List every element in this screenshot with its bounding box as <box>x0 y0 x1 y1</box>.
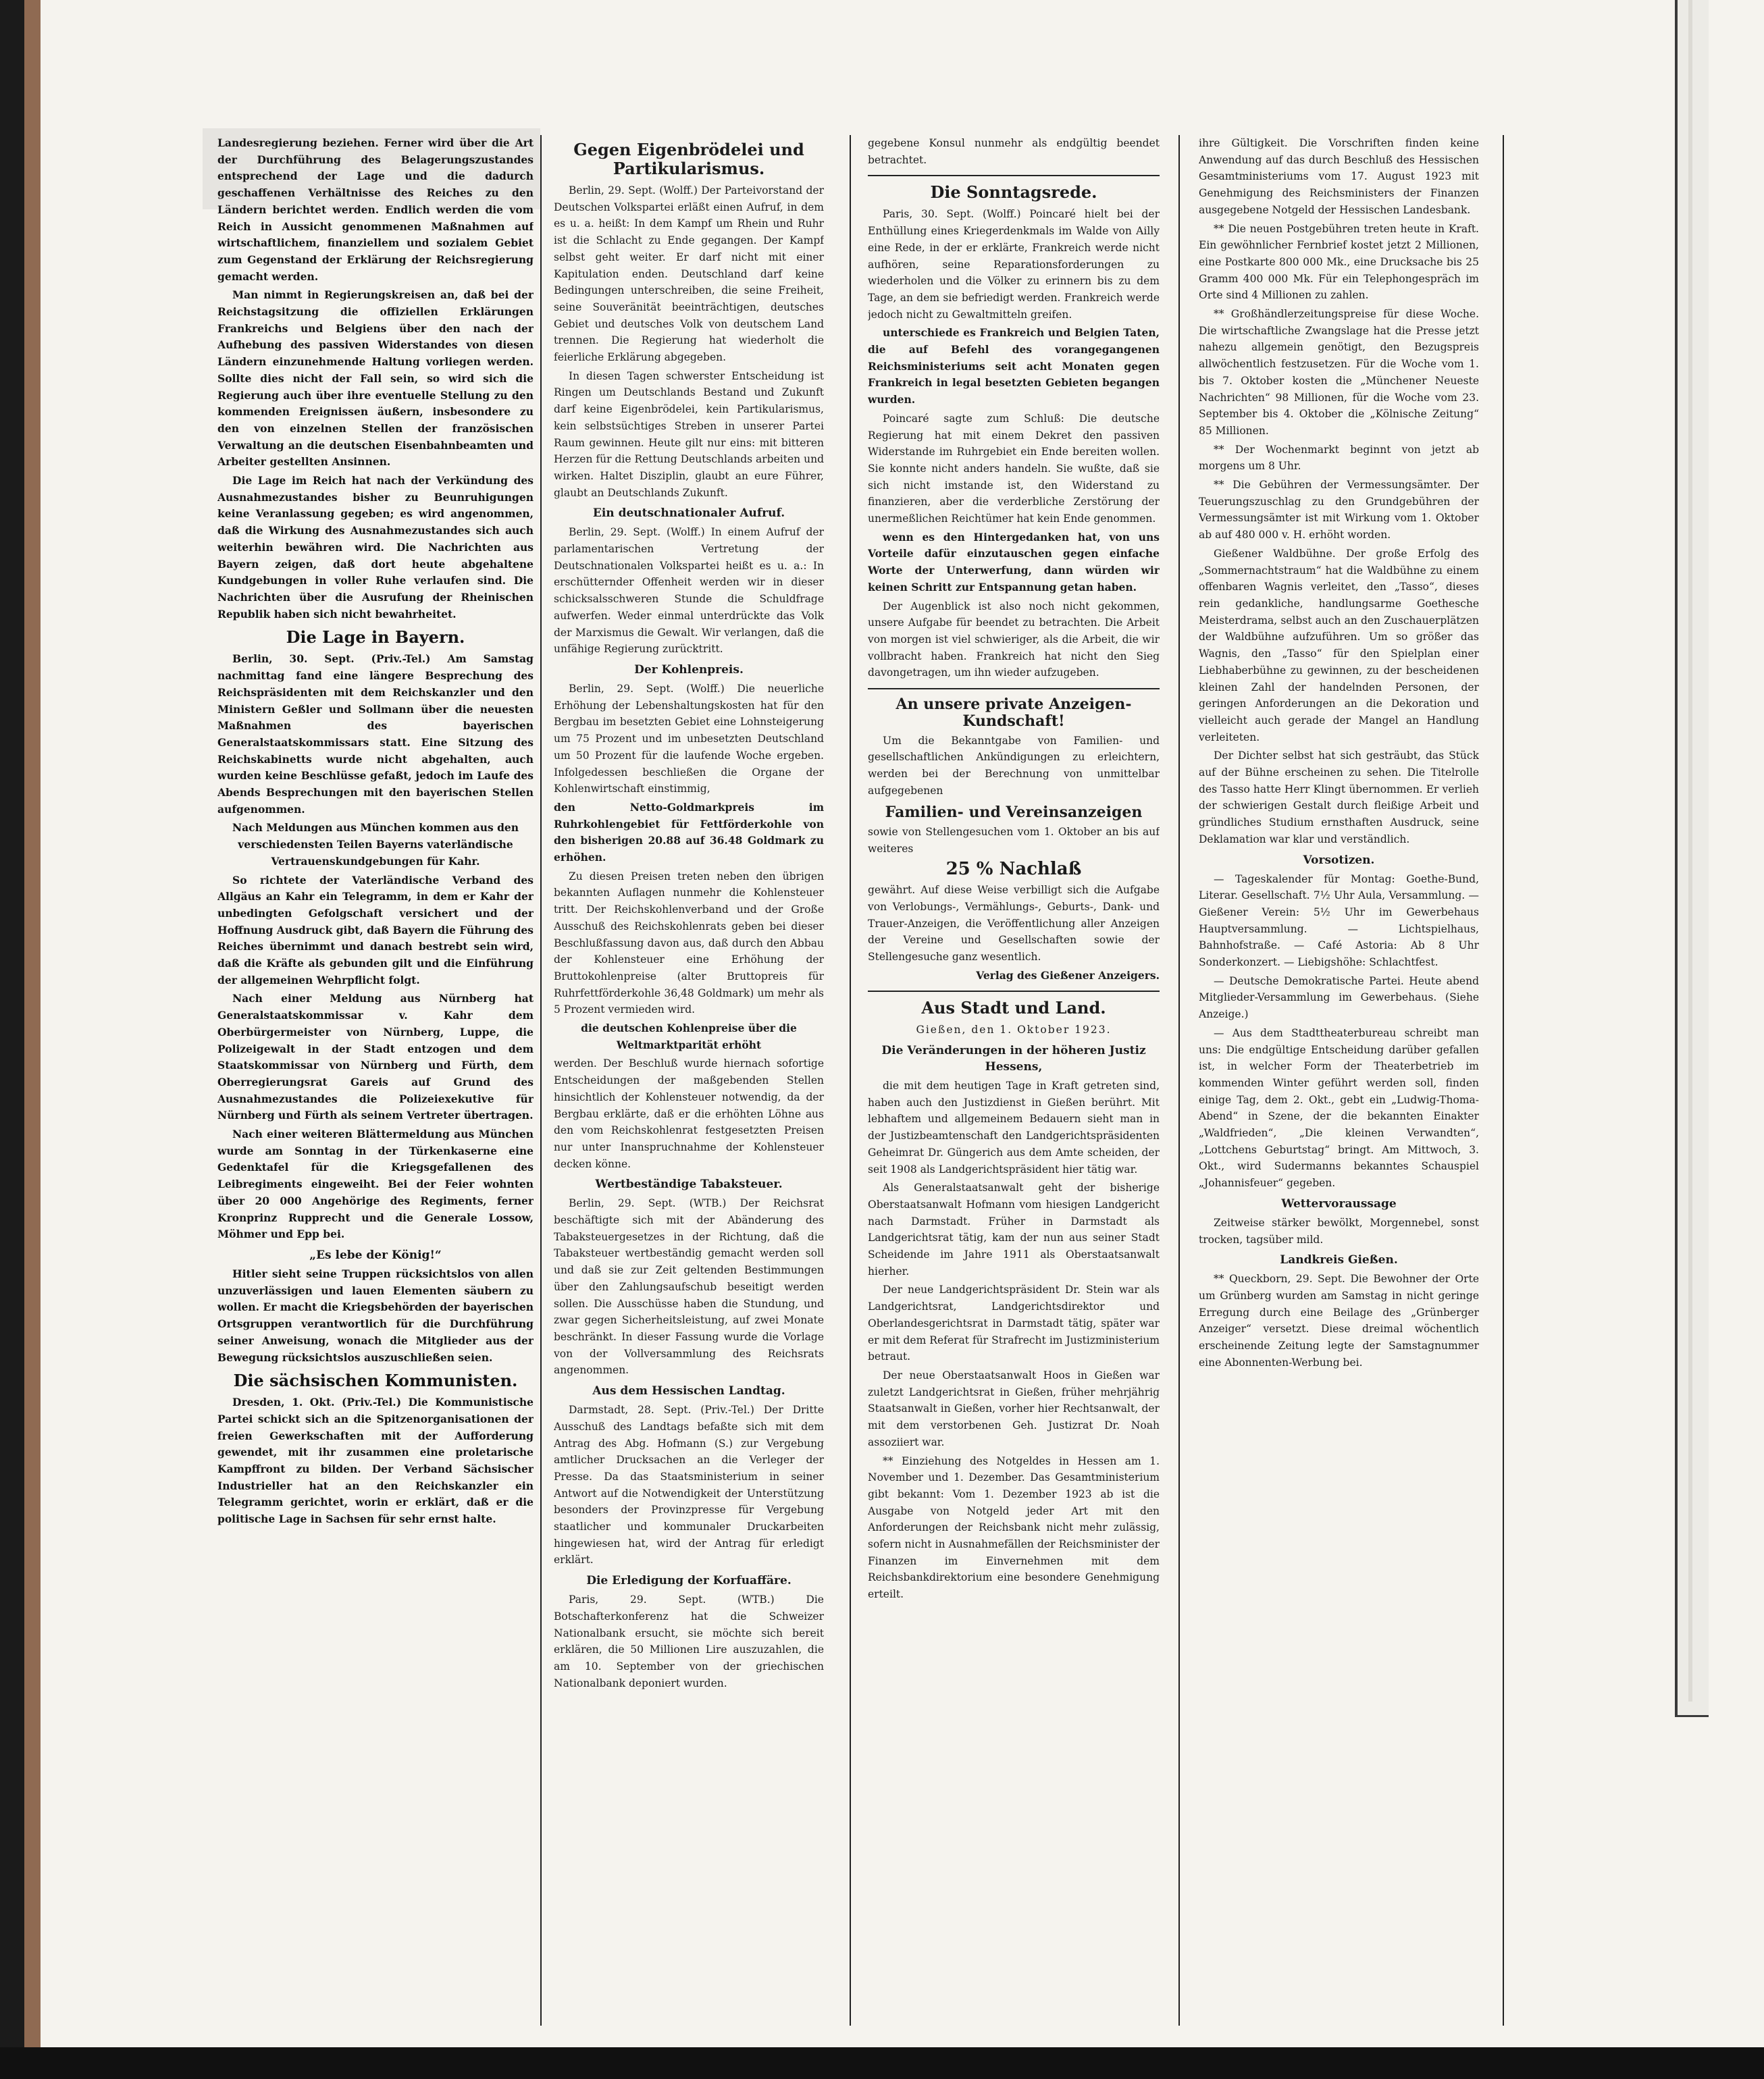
column-rule <box>850 135 851 2026</box>
article-paragraph: ** Die neuen Postgebühren treten heute in Kraft. Ein gewöhnlicher Fernbrief kostet jetzt 2 Millionen, eine Postkarte 800 000 Mk., eine Drucksache bis 25 Gramm 400 000 Mk. Für ein Telephongespräch im Orte sind 4 Millionen zu zahlen. <box>1199 222 1479 302</box>
dateline: Gießen, den 1. Oktober 1923. <box>916 1024 1112 1036</box>
headline-deutschnationaler-aufruf: Ein deutschnationaler Aufruf. <box>592 506 785 521</box>
scan-border-left <box>0 0 24 2079</box>
article-paragraph: So richtete der Vaterländische Verband des Allgäus an Kahr ein Telegramm, in dem er Kahr der unbedingten Gefolgschaft versichert und der Hoffnung Ausdruck gibt, daß Bayern die Führung des Reiches übernimmt und danach bestrebt sein wird, daß die Kräfte als gebunden gilt und die Einführung der allgemeinen Wehrpflicht folgt. <box>217 873 534 986</box>
article-paragraph: Die Lage im Reich hat nach der Verkündung des Ausnahmezustandes bisher zu Beunruhigungen keine Veranlassung gegeben; es wird angenommen, daß die Wirkung des Ausnahmezustandes sich auch weiterhin bewähren wird. Die Nachrichten aus Bayern zeigen, daß dort heute abgehaltene Kundgebungen in voller Ruhe verlaufen sind. Die Nachrichten über die Ausrufung der Rheinischen Republik haben sich nicht bewahrheitet. <box>217 474 534 621</box>
article-paragraph: ** Einziehung des Notgeldes in Hessen am 1. November und 1. Dezember. Das Gesamtministerium gibt bekannt: Vom 1. Dezember 1923 ab ist die Ausgabe von Notgeld jeder Art mit den Anforderungen der Reichsbank nicht mehr zulässig, sofern nicht in Ausnahmefällen der Reichsminister der Finanzen im Einvernehmen mit dem Reichsbankdirektorium eine besondere Genehmigung erteilt. <box>868 1454 1160 1601</box>
article-paragraph: gegebene Konsul nunmehr als endgültig beendet betrachtet. <box>868 137 1160 166</box>
article-paragraph: Nach einer Meldung aus Nürnberg hat Generalstaatskommissar v. Kahr dem Oberbürgermeister von Nürnberg, Luppe, die Polizeigewalt in der Stadt entzogen und dem Staatskommissar von Nürnberg und Fürth, dem Oberregierungsrat Gareis auf Grund des Ausnahmezustandes die Polizeiexekutive für Nürnberg und Fürth als seinem Vertreter übertragen. <box>217 992 534 1122</box>
scan-border-bottom <box>0 2047 1764 2079</box>
ad-signature: Verlag des Gießener Anzeigers. <box>976 968 1160 982</box>
article-paragraph: die mit dem heutigen Tage in Kraft getreten sind, haben auch den Justizdienst in Gießen berührt. Mit lebhaftem und allgemeinem Bedauern sieht man in der Justizbeamtenschaft den Landgerichtspräsidenten Geheimrat Dr. Güngerich aus dem Amte scheiden, der seit 1908 als Landgerichtspräsident hier tätig war. <box>868 1080 1160 1176</box>
quote-heading: „Es lebe der König!“ <box>309 1248 442 1262</box>
article-paragraph: Zeitweise stärker bewölkt, Morgennebel, sonst trocken, tagsüber mild. <box>1199 1216 1479 1246</box>
article-paragraph-bold: den Netto-Goldmarkpreis im Ruhrkohlengebiet für Fettförderkohle von den bisherigen 20.88 auf 36.48 Goldmark zu erhöhen. <box>554 800 824 864</box>
headline-sonntagsrede: Die Sonntagsrede. <box>930 182 1097 203</box>
article-paragraph: ** Die Gebühren der Vermessungsämter. Der Teuerungszuschlag zu den Grundgebühren der Vermessungsämter ist mit Wirkung vom 1. Oktober ab auf 480 000 v. H. erhöht worden. <box>1199 479 1479 542</box>
article-paragraph: Darmstadt, 28. Sept. (Priv.-Tel.) Der Dritte Ausschuß des Landtags befaßte sich mit dem Antrag des Abg. Hofmann (S.) zur Vergebung amtlicher Drucksachen an die Verleger der Presse. Da das Staatsministerium in seiner Antwort auf die Notwendigkeit der Unterstützung besonders der Provinzpresse für Vergebung staatlicher und kommunaler Druckarbeiten hingewiesen hat, wird der Antrag für erledigt erklärt. <box>554 1404 824 1567</box>
article-paragraph: Zu diesen Preisen treten neben den übrigen bekannten Auflagen nunmehr die Kohlensteuer tritt. Der Reichskohlenverband und der Große Ausschuß des Reichskohlenrats geben bei dieser Beschlußfassung davon aus, daß durch den Abbau der Kohlensteuer eine Erhöhung der Bruttokohlenpreise (alter Bruttopreis für Ruhrfettförderkohle 36,48 Goldmark) um mehr als 5 Prozent vermieden wird. <box>554 870 824 1016</box>
article-paragraph: — Aus dem Stadttheaterbureau schreibt man uns: Die endgültige Entscheidung darüber gefallen ist, in welcher Form der Theaterbetrieb im kommenden Winter geführt werden soll, finden einige Tag, dem 2. Okt., gebt ein „Ludwig-Thoma-Abend“ in Szene, der die bekannten Einakter „Waldfrieden“, „Die kleinen Verwandten“, „Lottchens Geburtstag“ bringt. Am Mittwoch, 3. Okt., wird Sudermanns bekanntes Schauspiel „Johannisfeuer“ gegeben. <box>1199 1026 1479 1190</box>
headline-eigenbroedelei: Gegen Eigenbrödelei und Partikularismus. <box>573 140 804 178</box>
article-paragraph: Gießener Waldbühne. Der große Erfolg des „Sommernachtstraum“ hat die Waldbühne zu einem offenbaren Wagnis verleitet, den „Tasso“, dieses rein gedankliche, handlungsarme Goethesche Meisterdrama, selbst auch an den Zuschauerplätzen der Waldbühne aufzuführen. Um so größer das Wagnis, den „Tasso“ für den Spielplan einer Liebhaberbühne zu gewinnen, zu der bescheidenen kleinen Zahl der handelnden Personen, der geringen Anforderungen an die Dekoration und vielleicht auch gerade der Mangel an Handlung verleiteten. <box>1199 547 1479 743</box>
ad-paragraph: Um die Bekanntgabe von Familien- und gesellschaftlichen Ankündigungen zu erleichtern, werden bei der Berechnung von unmittelbar aufgegebenen <box>868 734 1160 797</box>
article-paragraph: ** Der Wochenmarkt beginnt von jetzt ab morgens um 8 Uhr. <box>1199 443 1479 473</box>
article-paragraph: Der neue Landgerichtspräsident Dr. Stein war als Landgerichtsrat, Landgerichtsdirektor und Oberlandesgerichtsrat in Darmstadt tätig, später war er mit dem Referat für Strafrecht im Justizministerium betraut. <box>868 1284 1160 1363</box>
ad-title: An unsere private Anzeigen-Kundschaft! <box>896 695 1132 730</box>
article-paragraph: Hitler sieht seine Truppen rücksichtslos von allen unzuverlässigen und lauen Elementen säubern zu wollen. Er macht die Kriegsbehörden der bayerischen Ortsgruppen verantwortlich für die Durchführung seiner Anweisung, wonach die Mitglieder aus der Bewegung rücksichtslos auszuschließen seien. <box>217 1267 534 1364</box>
article-paragraph: werden. Der Beschluß wurde hiernach sofortige Entscheidungen der maßgebenden Stellen hinsichtlich der Kohlensteuer notwendig, da der Bergbau erklärte, daß er die erhöhten Löhne aus den vom Reichskohlenrat festgesetzten Preisen nur unter Inanspruchnahme der Kohlensteuer decken könne. <box>554 1057 824 1170</box>
headline-stadt-und-land: Aus Stadt und Land. <box>921 998 1106 1018</box>
article-paragraph: In diesen Tagen schwerster Entscheidung ist Ringen um Deutschlands Bestand und Zukunft darf keine Eigenbrödelei, kein Partikularismus, kein selbstsüchtiges Streben in unserer Partei Raum gewinnen. Heute gilt nur eins: mit bitteren Herzen für die Rettung Deutschlands arbeiten und wirken. Haltet Disziplin, glaubt an eure Führer, glaubt an Deutschlands Zukunft. <box>554 369 824 499</box>
article-paragraph: Dresden, 1. Okt. (Priv.-Tel.) Die Kommunistische Partei schickt sich an die Spitzenorganisationen der freien Gewerkschaften mit der Aufforderung gewendet, mit ihr zusammen eine proletarische Kampffront zu bilden. Der Verband Sächsischer Industrieller hat an den Reichskanzler ein Telegramm gerichtet, worin er erklärt, daß er die politische Lage in Sachsen für sehr ernst halte. <box>217 1396 534 1526</box>
column-4 <box>1199 135 1479 2039</box>
headline-saechsische-kommunisten: Die sächsischen Kommunisten. <box>233 1371 518 1391</box>
article-paragraph: Der Augenblick ist also noch nicht gekommen, unsere Aufgabe für beendet zu betrachten. Die Arbeit von morgen ist viel schwieriger, als die Arbeit, die wir vollbracht haben. Frankreich hat nicht den Sieg davongetragen, um ihn wieder aufzugeben. <box>868 600 1160 679</box>
article-paragraph: Berlin, 29. Sept. (Wolff.) Die neuerliche Erhöhung der Lebenshaltungskosten hat für den Bergbau im besetzten Gebiet eine Lohnsteigerung um 75 Prozent und im unbesetzten Deutschland um 50 Prozent für die laufende Woche ergeben. Infolgedessen beschließen die Organe der Kohlenwirtschaft einstimmig, <box>554 682 824 795</box>
article-paragraph: Berlin, 29. Sept. (Wolff.) Der Parteivorstand der Deutschen Volkspartei erläßt einen Aufruf, in dem es u. a. heißt: In dem Kampf um Rhein und Ruhr ist die Schlacht zu Ende gegangen. Der Kampf selbst geht weiter. Er darf nicht mit einer Kapitulation enden. Deutschland darf keine Bedingungen unterschreiben, die seine Freiheit, seine Souveränität beeinträchtigen, deutsches Gebiet und deutsches Volk von deutschem Land trennen. Die Regierung hat wiederholt die feierliche Erklärung abgegeben. <box>554 184 824 364</box>
headline-korfuaffaere: Die Erledigung der Korfuaffäre. <box>586 1574 792 1588</box>
article-paragraph: Man nimmt in Regierungskreisen an, daß bei der Reichstagsitzung die offiziellen Erklärungen Frankreichs und Belgiens über den nach der Aufhebung des passiven Widerstandes von diesen Ländern einzunehmende Haltung vorliegen werden. Sollte dies nicht der Fall sein, so wird sich die Regierung auch über ihre eventuelle Stellung zu den kommenden Ereignissen äußern, insbesondere zu den von einzelnen Stellen der französischen Verwaltung an die deutschen Eisenbahnbeamten und Arbeiter gestellten Ansinnen. <box>217 288 534 469</box>
article-paragraph: Berlin, 29. Sept. (WTB.) Der Reichsrat beschäftigte sich mit der Abänderung des Tabaksteuergesetzes in der Richtung, daß die Tabaksteuer wertbeständig gemacht werden soll und daß sie zur Zeit geltenden Bestimmungen über den Zahlungsaufschub beseitigt werden sollen. Die Ausschüsse haben die Stundung, und zwar gegen Sicherheitsleistung, auf zwei Monate beschränkt. In dieser Fassung wurde die Vorlage von der Vollversammlung des Reichsrats angenommen. <box>554 1197 824 1377</box>
article-paragraph: Der neue Oberstaatsanwalt Hoos in Gießen war zuletzt Landgerichtsrat in Gießen, früher mehrjährig Staatsanwalt in Gießen, vorher hier Rechtsanwalt, der mit dem verstorbenen Geh. Justizrat Dr. Noah assoziiert war. <box>868 1369 1160 1448</box>
article-paragraph: Landesregierung beziehen. Ferner wird über die Art der Durchführung des Belagerungszustandes entsprechend der Lage und die dadurch geschaffenen Verhältnisse des Reiches zu den Ländern berichtet werden. Endlich werden die vom Reich in Aussicht genommenen Maßnahmen auf wirtschaftlichem, finanziellem und sozialem Gebiet zum Gegenstand der Erklärung der Reichsregierung gemacht werden. <box>217 136 534 283</box>
ad-paragraph: sowie von Stellengesuchen vom 1. Oktober an bis auf weiteres <box>868 826 1160 855</box>
ad-discount: 25 % Nachlaß <box>945 859 1082 880</box>
article-paragraph: — Deutsche Demokratische Partei. Heute abend Mitglieder-Versammlung im Gewerbehaus. (Siehe Anzeige.) <box>1199 974 1479 1021</box>
ad-bold-line: Familien- und Vereinsanzeigen <box>885 804 1143 822</box>
headline-lage-in-bayern: Die Lage in Bayern. <box>286 627 465 648</box>
column-2 <box>554 135 824 2039</box>
headline-justiz-hessen: Die Veränderungen in der höheren Justiz Hessens, <box>881 1044 1146 1074</box>
column-rule <box>540 135 542 2026</box>
article-paragraph-bold: wenn es den Hintergedanken hat, von uns Vorteile dafür einzutauschen gegen einfache Worte der Unterwerfung, dann würden wir keinen Schritt zur Entspannung getan haben. <box>868 530 1160 594</box>
subhead-paragraph: Nach Meldungen aus München kommen aus den verschiedensten Teilen Bayerns vaterländische Vertrauenskundgebungen für Kahr. <box>232 821 519 868</box>
page-frame-inner <box>1688 0 1692 1702</box>
article-paragraph: Paris, 29. Sept. (WTB.) Die Botschafterkonferenz hat die Schweizer Nationalbank ersucht, sie möchte sich bereit erklären, die 50 Millionen Lire auszuzahlen, die am 10. September von der griechischen Nationalbank deponiert wurden. <box>554 1594 824 1689</box>
headline-wettervoraussage: Wettervoraussage <box>1281 1196 1397 1211</box>
ad-paragraph: gewährt. Auf diese Weise verbilligt sich die Aufgabe von Verlobungs-, Vermählungs-, Geburts-, Dank- und Trauer-Anzeigen, die Veröffentlichung aller Anzeigen der Vereine und Gesellschaften sowie der Stellengesuche ganz wesentlich. <box>868 884 1160 963</box>
column-rule <box>1178 135 1180 2026</box>
article-paragraph-bold: unterschiede es Frankreich und Belgien Taten, die auf Befehl des vorangegangenen Reichsministeriums seit acht Monaten gegen Frankreich in legal besetzten Gebieten begangen wurden. <box>868 326 1160 406</box>
book-binding <box>24 0 41 2079</box>
article-paragraph: ** Queckborn, 29. Sept. Die Bewohner der Orte um Grünberg wurden am Samstag in nicht geringe Erregung durch eine Beilage des „Grünberger Anzeiger“ versetzt. Diese dreimal wöchentlich erscheinende Zeitung legte der Samstagnummer eine Abonnenten-Werbung bei. <box>1199 1273 1479 1369</box>
article-paragraph-bold: die deutschen Kohlenpreise über die Weltmarktparität erhöht <box>581 1022 797 1051</box>
headline-hessischer-landtag: Aus dem Hessischen Landtag. <box>592 1384 785 1398</box>
article-paragraph: Nach einer weiteren Blättermeldung aus München wurde am Sonntag in der Türkenkaserne eine Gedenktafel für die Kriegsgefallenen des Leibregiments eingeweiht. Bei der Feier wohnten über 20 000 Angehörige des Regiments, ferner Kronprinz Rupprecht und die Generale Lossow, Möhmer und Epp bei. <box>217 1128 534 1241</box>
column-rule <box>1503 135 1504 2026</box>
article-paragraph: Berlin, 29. Sept. (Wolff.) In einem Aufruf der parlamentarischen Vertretung der Deutschnationalen Volkspartei heißt es u. a.: In erschütternder Offenheit werden wir in dieser schicksalsschweren Stunde die Schuldfrage aufwerfen. Weder einmal unterdrückte das Volk der Marxismus die Gewalt. Wir verlangen, daß die unfähige Regierung zurücktritt. <box>554 526 824 656</box>
headline-kohlenpreis: Der Kohlenpreis. <box>634 662 744 677</box>
article-paragraph: Paris, 30. Sept. (Wolff.) Poincaré hielt bei der Enthüllung eines Kriegerdenkmals im Walde von Ailly eine Rede, in der er erklärte, Frankreich werde nicht aufhören, seine Reparationsforderungen zu wiederholen und die Völker zu erinnern bis zu dem Tage, an dem sie befriedigt werden. Frankreich werde jedoch nicht zu Gewaltmitteln greifen. <box>868 208 1160 321</box>
article-paragraph: Als Generalstaatsanwalt geht der bisherige Oberstaatsanwalt Hofmann vom hiesigen Landgericht nach Darmstadt. Früher in Darmstadt als Landgerichtsrat tätig, kam der nun aus seiner Stadt Scheidende im Jahre 1911 als Oberstaatsanwalt hierher. <box>868 1182 1160 1278</box>
article-paragraph: ihre Gültigkeit. Die Vorschriften finden keine Anwendung auf das durch Beschluß des Hessischen Gesamtministeriums vom 17. August 1923 mit Genehmigung des Reichsministers der Finanzen ausgegebene Notgeld der Hessischen Landesbank. <box>1199 137 1479 216</box>
article-paragraph: Poincaré sagte zum Schluß: Die deutsche Regierung hat mit einem Dekret den passiven Widerstande im Ruhrgebiet ein Ende bereiten wollen. Sie konnte nicht anders handeln. Sie wußte, daß sie sich nicht imstande ist, den Widerstand zu finanzieren, aber die verderbliche Zerstörung der unermeßlichen Reichtümer hat kein Ende genommen. <box>868 412 1160 525</box>
headline-vorsotizen: Vorsotizen. <box>1303 853 1375 867</box>
article-paragraph: — Tageskalender für Montag: Goethe-Bund, Literar. Gesellschaft. 7½ Uhr Aula, Versammlung. — Gießener Verein: 5½ Uhr im Gewerbehaus Hauptversammlung. — Lichtspielhaus, Bahnhofstraße. — Café Astoria: Ab 8 Uhr Sonderkonzert. — Liebigshöhe: Schlachtfest. <box>1199 872 1479 969</box>
divider <box>868 175 1160 176</box>
column-1 <box>217 135 534 2039</box>
article-paragraph: ** Großhändlerzeitungspreise für diese Woche. Die wirtschaftliche Zwangslage hat die Presse jetzt nahezu allgemein genötigt, den Bezugspreis allwöchentlich festzusetzen. Für die Woche vom 1. bis 7. Oktober kosten die „Münchener Neueste Nachrichten“ 98 Millionen, für die Woche vom 23. September bis 4. Oktober die „Kölnische Zeitung“ 85 Millionen. <box>1199 308 1479 437</box>
article-paragraph: Der Dichter selbst hat sich gesträubt, das Stück auf der Bühne erscheinen zu sehen. Die Titelrolle des Tasso hatte Herr Klingt übernommen. Er verlieh der schwierigen Gestalt durch fleißige Arbeit und gründliches Studium ernsthaften Ausdruck, seine Deklamation war klar und verständlich. <box>1199 749 1479 845</box>
divider <box>868 991 1160 992</box>
article-paragraph: Berlin, 30. Sept. (Priv.-Tel.) Am Samstag nachmittag fand eine längere Besprechung des Reichspräsidenten mit dem Reichskanzler und den Ministern Geßler und Sollmann über die neuesten Maßnahmen des bayerischen Generalstaatskommissars statt. Eine Sitzung des Reichskabinetts wurde nicht abgehalten, auch wurden keine Beschlüsse gefaßt, jedoch im Laufe des Abends Besprechungen mit den bayerischen Stellen aufgenommen. <box>217 652 534 816</box>
divider <box>868 688 1160 689</box>
column-3 <box>868 135 1160 2039</box>
headline-tabaksteuer: Wertbeständige Tabaksteuer. <box>595 1178 783 1192</box>
headline-landkreis-giessen: Landkreis Gießen. <box>1280 1253 1398 1267</box>
